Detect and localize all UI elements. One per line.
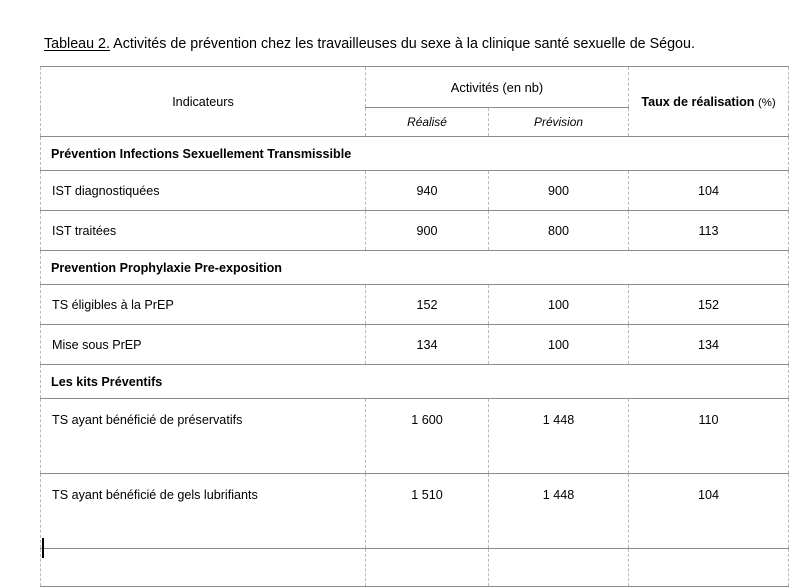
cell-taux: 134	[629, 325, 789, 365]
filler-cell-taux	[629, 549, 789, 587]
cell-indicateur: Mise sous PrEP	[41, 325, 366, 365]
section-title: Les kits Préventifs	[41, 365, 789, 399]
table-row	[41, 474, 789, 549]
table-caption-label: Tableau 2.	[44, 36, 110, 52]
cell-prevision: 100	[489, 285, 629, 325]
cell-realise: 1 600	[366, 399, 489, 474]
table-container	[40, 66, 788, 587]
cell-prevision: 100	[489, 325, 629, 365]
prevention-activities-table	[40, 66, 789, 587]
table-caption	[44, 34, 792, 54]
table-caption-text: Activités de prévention chez les travailleuses du sexe à la clinique santé sexuelle de Ségou.	[109, 36, 695, 52]
filler-cell-realise	[366, 549, 489, 587]
table-row	[41, 211, 789, 251]
cell-realise: 900	[366, 211, 489, 251]
text-cursor-caret	[42, 538, 44, 558]
filler-cell-prevision	[489, 549, 629, 587]
cell-realise: 134	[366, 325, 489, 365]
table-filler-row	[41, 549, 789, 587]
column-header-taux-unit: (%)	[757, 96, 776, 109]
cell-taux: 104	[629, 171, 789, 211]
cell-realise: 1 510	[366, 474, 489, 549]
cell-taux: 113	[629, 211, 789, 251]
table-body	[41, 137, 789, 587]
cell-taux: 104	[629, 474, 789, 549]
section-title: Prévention Infections Sexuellement Transmissible	[41, 137, 789, 171]
cell-indicateur: TS ayant bénéficié de gels lubrifiants	[41, 474, 366, 549]
column-header-taux-main: Taux de réalisation	[641, 94, 755, 109]
column-header-indicateurs: Indicateurs	[41, 67, 366, 137]
cell-taux: 152	[629, 285, 789, 325]
table-row	[41, 171, 789, 211]
column-header-realise: Réalisé	[366, 108, 489, 137]
column-header-activites-group: Activités (en nb)	[366, 67, 629, 108]
cell-taux: 110	[629, 399, 789, 474]
cell-realise: 152	[366, 285, 489, 325]
cell-realise: 940	[366, 171, 489, 211]
table-header	[41, 67, 789, 137]
cell-indicateur: TS éligibles à la PrEP	[41, 285, 366, 325]
cell-prevision: 900	[489, 171, 629, 211]
cell-indicateur: TS ayant bénéficié de préservatifs	[41, 399, 366, 474]
column-header-prevision: Prévision	[489, 108, 629, 137]
table-row	[41, 285, 789, 325]
table-row	[41, 325, 789, 365]
cell-prevision: 1 448	[489, 399, 629, 474]
cell-prevision: 1 448	[489, 474, 629, 549]
column-header-taux-realisation	[629, 67, 789, 137]
cell-prevision: 800	[489, 211, 629, 251]
header-row-primary	[41, 67, 789, 108]
section-header-row	[41, 137, 789, 171]
section-title: Prevention Prophylaxie Pre-exposition	[41, 251, 789, 285]
section-header-row	[41, 251, 789, 285]
filler-cell-indicateur	[41, 549, 366, 587]
section-header-row	[41, 365, 789, 399]
cell-indicateur: IST diagnostiquées	[41, 171, 366, 211]
table-row	[41, 399, 789, 474]
cell-indicateur: IST traitées	[41, 211, 366, 251]
